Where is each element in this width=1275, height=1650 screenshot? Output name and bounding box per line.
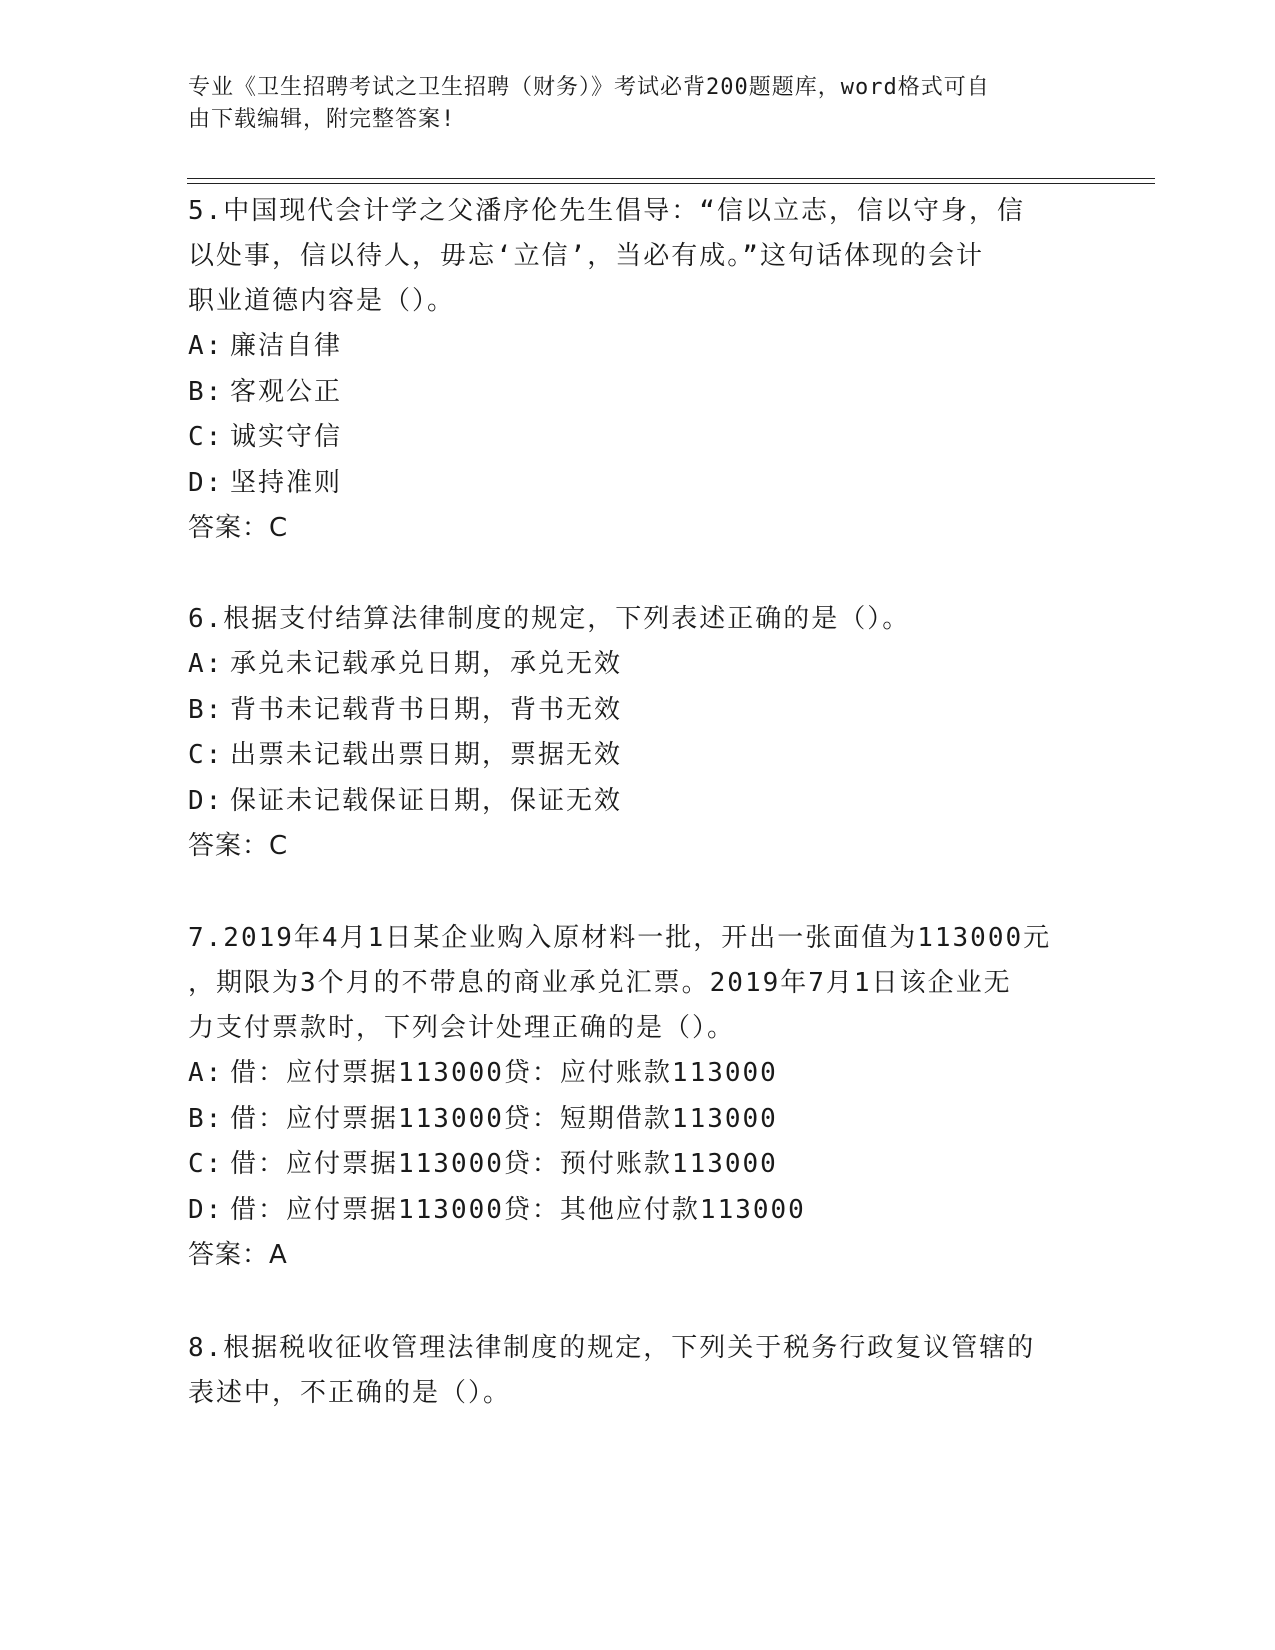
option-text: 保证未记载保证日期，保证无效 xyxy=(230,785,623,816)
option-key: B: xyxy=(188,1103,224,1134)
option-d xyxy=(188,779,1068,825)
header-line-1: 专业《卫生招聘考试之卫生招聘（财务）》考试必背200题题库，word格式可自 xyxy=(188,75,990,100)
option-text: 借：应付票据113000贷：其他应付款113000 xyxy=(230,1194,806,1225)
option-b xyxy=(188,1097,1068,1143)
option-key: B: xyxy=(188,694,224,725)
option-key: A: xyxy=(188,1058,224,1088)
question-stem-line: 7.2019年4月1日某企业购入原材料一批，开出一张面值为113000元 xyxy=(188,923,1052,953)
question-stem-line: 5.中国现代会计学之父潘序伦先生倡导：“信以立志，信以守身，信 xyxy=(188,196,1025,226)
option-d xyxy=(188,461,1068,507)
option-key: C: xyxy=(188,422,224,452)
question-stem-line: 以处事，信以待人，毋忘‘立信’，当必有成。”这句话体现的会计 xyxy=(188,241,984,271)
option-c xyxy=(188,733,1068,779)
answer-line: 答案：C xyxy=(188,513,289,543)
answer-line: 答案：C xyxy=(188,831,289,861)
option-text: 出票未记载出票日期，票据无效 xyxy=(230,740,623,770)
option-a xyxy=(188,324,1068,370)
option-key: C: xyxy=(188,740,224,770)
option-b xyxy=(188,688,1068,734)
option-text: 借：应付票据113000贷：应付账款113000 xyxy=(230,1058,778,1088)
option-text: 借：应付票据113000贷：短期借款113000 xyxy=(230,1103,778,1134)
option-text: 客观公正 xyxy=(230,376,343,407)
question-stem-line: 职业道德内容是（）。 xyxy=(188,286,456,316)
option-text: 承兑未记载承兑日期，承兑无效 xyxy=(230,649,623,679)
answer-line: 答案：A xyxy=(188,1240,288,1270)
option-key: A: xyxy=(188,331,224,361)
option-c xyxy=(188,1142,1068,1188)
header-divider-top xyxy=(187,178,1155,179)
option-key: D: xyxy=(188,785,224,816)
document-header xyxy=(188,72,1068,136)
option-key: C: xyxy=(188,1149,224,1179)
question-stem-line: 表述中，不正确的是（）。 xyxy=(188,1378,512,1408)
option-a xyxy=(188,1051,1068,1097)
option-key: D: xyxy=(188,467,224,498)
question-8 xyxy=(188,1326,1068,1416)
question-6 xyxy=(188,597,1068,869)
option-key: B: xyxy=(188,376,224,407)
option-text: 坚持准则 xyxy=(230,467,343,498)
option-a xyxy=(188,642,1068,688)
option-c xyxy=(188,415,1068,461)
option-text: 借：应付票据113000贷：预付账款113000 xyxy=(230,1149,778,1179)
question-stem-line: ，期限为3个月的不带息的商业承兑汇票。2019年7月1日该企业无 xyxy=(188,968,1012,998)
question-stem-line: 6.根据支付结算法律制度的规定，下列表述正确的是（）。 xyxy=(188,604,911,634)
question-7 xyxy=(188,916,1068,1278)
header-line-2: 由下载编辑，附完整答案! xyxy=(188,107,456,132)
option-key: D: xyxy=(188,1194,224,1225)
question-stem-line: 力支付票款时，下列会计处理正确的是（）。 xyxy=(188,1013,736,1043)
option-text: 诚实守信 xyxy=(230,422,343,452)
header-divider-bottom xyxy=(187,183,1155,184)
option-text: 背书未记载背书日期，背书无效 xyxy=(230,694,623,725)
question-stem-line: 8.根据税收征收管理法律制度的规定，下列关于税务行政复议管辖的 xyxy=(188,1333,1036,1363)
option-d xyxy=(188,1188,1068,1234)
option-text: 廉洁自律 xyxy=(230,331,343,361)
option-key: A: xyxy=(188,649,224,679)
option-b xyxy=(188,370,1068,416)
question-5 xyxy=(188,189,1068,551)
